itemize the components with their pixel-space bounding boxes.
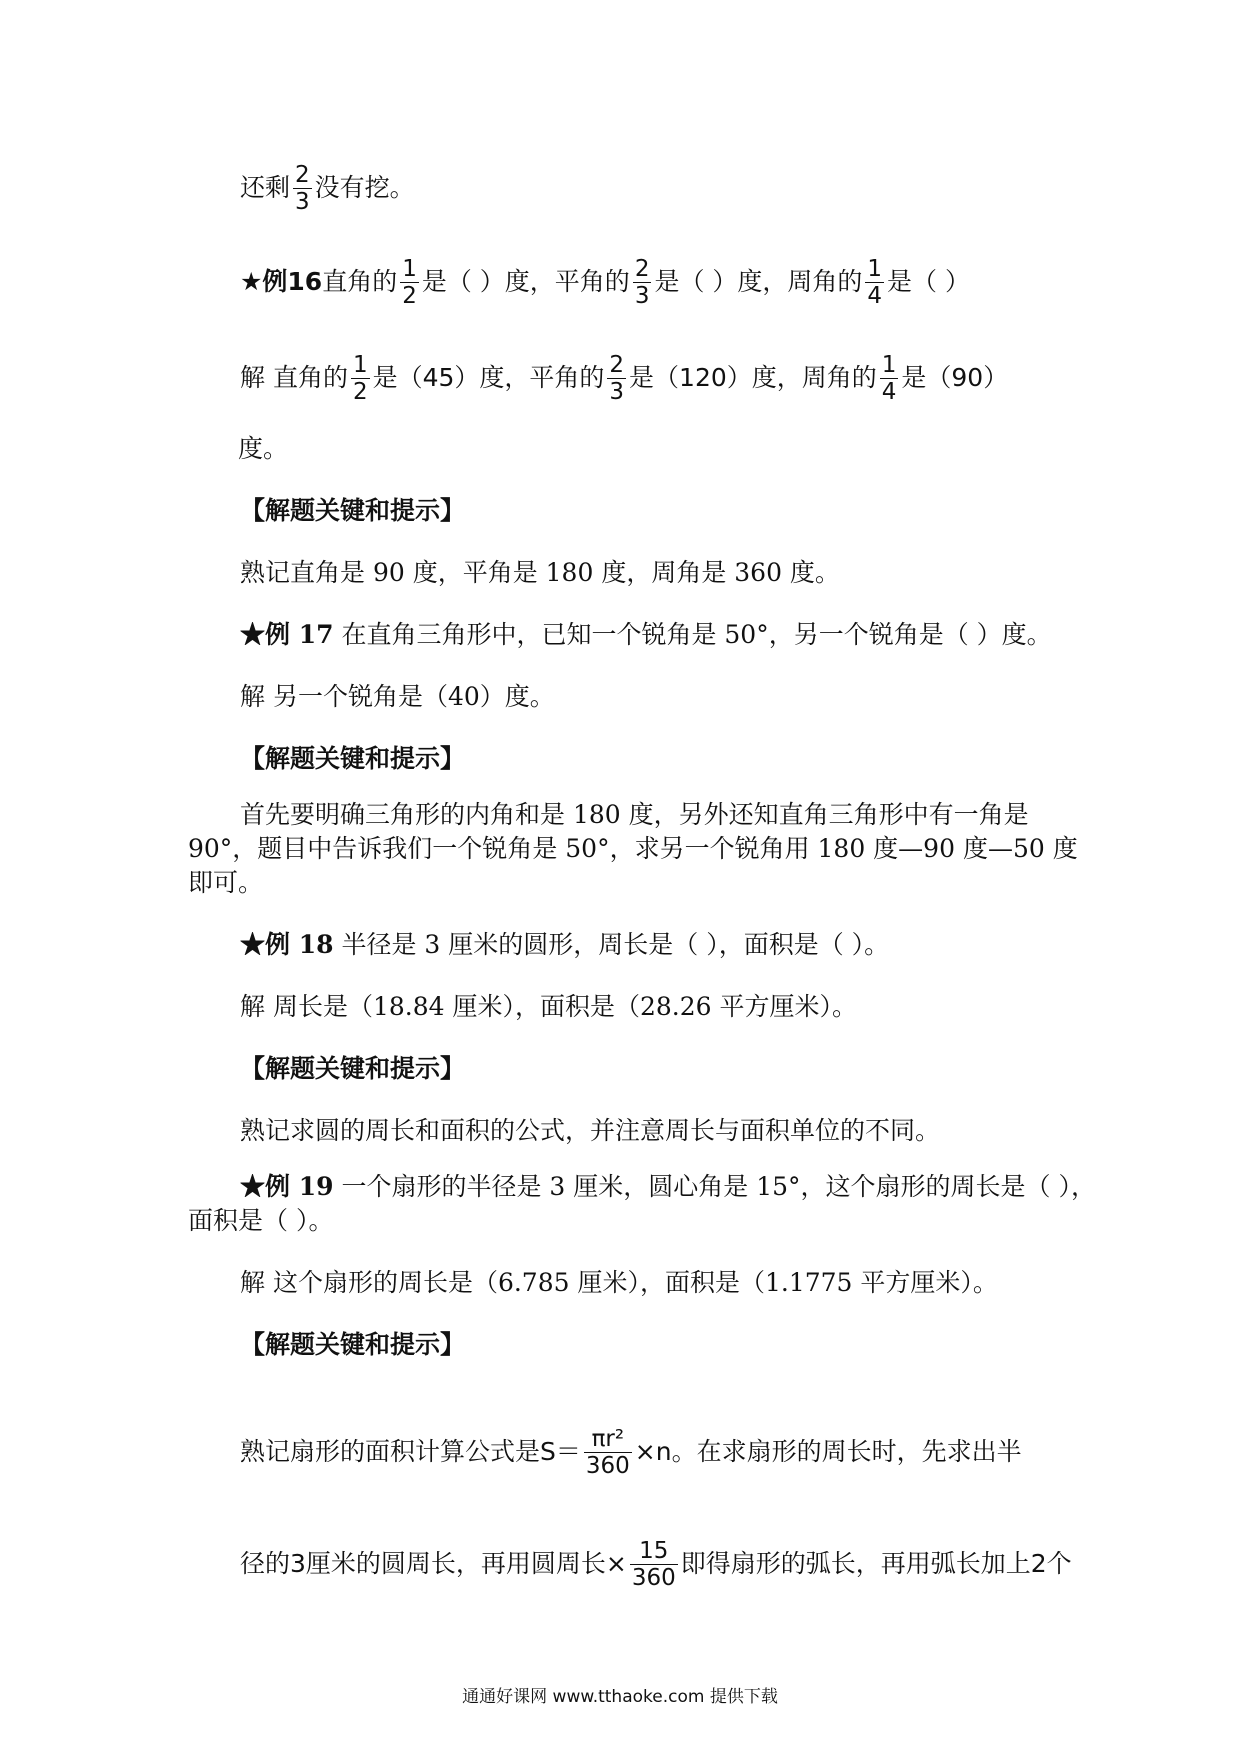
fraction <box>630 1540 678 1590</box>
text-line-remaining <box>240 164 415 214</box>
hint-19-line-2 <box>240 1540 1072 1590</box>
fraction-numerator: 2 <box>609 352 625 378</box>
fraction-numerator: πr² <box>584 1428 632 1453</box>
fraction <box>351 354 370 404</box>
example-16-question <box>240 258 970 308</box>
fraction-numerator: 1 <box>402 256 417 282</box>
fraction <box>607 354 626 404</box>
text-segment: 即得扇形的弧长，再用弧长加上2个 <box>680 1549 1072 1578</box>
text-segment: 解 直角的 <box>240 363 348 392</box>
example-19-question <box>240 1170 1096 1204</box>
fraction-denominator: 3 <box>295 189 310 215</box>
example-18-question <box>240 928 889 962</box>
fraction-denominator: 4 <box>867 283 883 309</box>
text-segment: 没有挖。 <box>314 173 415 202</box>
text-segment: 是（120）度，周角的 <box>629 363 877 392</box>
fraction <box>400 258 419 308</box>
text-segment: 是（ ）度，平角的 <box>421 267 630 296</box>
fraction-numerator: 15 <box>630 1540 678 1565</box>
text-segment: 还剩 <box>240 173 291 202</box>
example-label: ★例 19 <box>240 1172 334 1201</box>
fraction-denominator: 4 <box>881 379 897 405</box>
example-17-answer: 解 另一个锐角是（40）度。 <box>240 682 555 711</box>
text-segment: ×n。在求扇形的周长时，先求出半 <box>634 1437 1022 1466</box>
example-16-answer <box>240 354 1008 404</box>
text-segment: 直角的 <box>322 267 398 296</box>
hint-17-line-1: 首先要明确三角形的内角和是 180 度，另外还知直角三角形中有一角是 <box>240 800 1029 829</box>
example-label: ★例 18 <box>240 930 334 959</box>
hint-heading: 【解题关键和提示】 <box>240 496 466 525</box>
fraction-numerator: 1 <box>352 352 368 378</box>
hint-17-line-2: 90°，题目中告诉我们一个锐角是 50°，求另一个锐角用 180 度—90 度—50 度 <box>188 834 1078 863</box>
hint-heading: 【解题关键和提示】 <box>240 1330 466 1359</box>
text-segment: 是（ ）度，周角的 <box>654 267 863 296</box>
example-17-question <box>240 618 1052 652</box>
text-segment: 径的3厘米的圆周长，再用圆周长× <box>240 1549 627 1578</box>
fraction-numerator: 1 <box>867 256 883 282</box>
formula-fraction <box>584 1428 632 1478</box>
hint-17-line-3: 即可。 <box>188 868 264 897</box>
example-18-answer: 解 周长是（18.84 厘米），面积是（28.26 平方厘米）。 <box>240 992 857 1021</box>
fraction-numerator: 2 <box>634 256 650 282</box>
hint-heading: 【解题关键和提示】 <box>240 744 466 773</box>
hint-19-line-1 <box>240 1428 1022 1478</box>
hint-heading: 【解题关键和提示】 <box>240 1054 466 1083</box>
fraction-denominator: 3 <box>634 283 650 309</box>
example-label: ★例16 <box>240 267 323 296</box>
fraction <box>880 354 899 404</box>
fraction-denominator: 3 <box>609 379 625 405</box>
text-segment: 半径是 3 厘米的圆形，周长是（ ），面积是（ ）。 <box>341 930 890 959</box>
page-footer: 通通好课网 www.tthaoke.com 提供下载 <box>462 1687 778 1707</box>
fraction-denominator: 2 <box>352 379 368 405</box>
text-segment: 在直角三角形中，已知一个锐角是 50°，另一个锐角是（ ）度。 <box>341 620 1052 649</box>
example-19-answer: 解 这个扇形的周长是（6.785 厘米），面积是（1.1775 平方厘米）。 <box>240 1268 998 1297</box>
hint-16-text: 熟记直角是 90 度，平角是 180 度，周角是 360 度。 <box>240 558 840 587</box>
fraction <box>865 258 884 308</box>
example-label: ★例 17 <box>240 620 334 649</box>
fraction <box>293 164 312 214</box>
text-segment: 熟记扇形的面积计算公式是S＝ <box>240 1437 581 1466</box>
text-segment: 是（45）度，平角的 <box>372 363 605 392</box>
fraction <box>633 258 652 308</box>
fraction-denominator: 2 <box>402 283 417 309</box>
fraction-numerator: 2 <box>295 162 310 188</box>
example-16-answer-continued: 度。 <box>238 434 289 463</box>
hint-18-text: 熟记求圆的周长和面积的公式，并注意周长与面积单位的不同。 <box>240 1116 941 1145</box>
text-segment: 是（ ） <box>887 267 970 296</box>
fraction-denominator: 360 <box>631 1565 676 1591</box>
text-segment: 一个扇形的半径是 3 厘米，圆心角是 15°，这个扇形的周长是（ ）， <box>341 1172 1096 1201</box>
text-segment: 是（90） <box>901 363 1009 392</box>
example-19-question-line-2: 面积是（ ）。 <box>188 1206 334 1235</box>
fraction-numerator: 1 <box>881 352 897 378</box>
fraction-denominator: 360 <box>585 1453 630 1479</box>
